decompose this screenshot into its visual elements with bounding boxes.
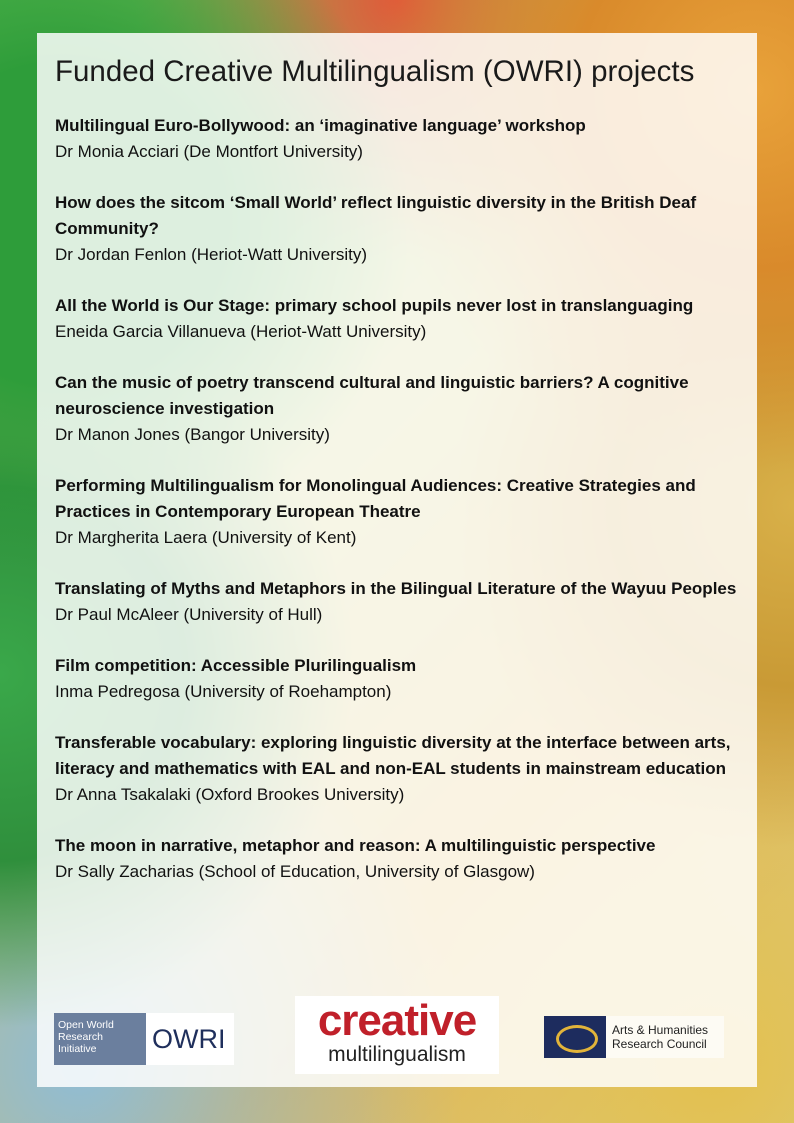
- project-item: [55, 473, 745, 551]
- owri-logo-caption: Open World Research Initiative: [54, 1013, 146, 1065]
- project-title: Translating of Myths and Metaphors in the Bilingual Literature of the Wayuu Peoples: [55, 579, 737, 598]
- ahrc-name-line2: Research Council: [612, 1037, 707, 1051]
- owri-logo: [54, 1013, 234, 1065]
- project-title: How does the sitcom ‘Small World’ reflect linguistic diversity in the British Deaf Community?: [55, 193, 697, 238]
- ahrc-name-line1: Arts & Humanities: [612, 1023, 709, 1037]
- project-author: Dr Manon Jones (Bangor University): [55, 425, 330, 444]
- project-author: Eneida Garcia Villanueva (Heriot-Watt University): [55, 322, 427, 341]
- ahrc-logo: [544, 1016, 724, 1058]
- owri-logo-wordmark: OWRI: [152, 1023, 226, 1054]
- project-title: Film competition: Accessible Plurilingualism: [55, 656, 417, 675]
- project-author: Dr Anna Tsakalaki (Oxford Brookes University): [55, 785, 405, 804]
- ahrc-name: [606, 1023, 708, 1051]
- project-title: All the World is Our Stage: primary school pupils never lost in translanguaging: [55, 296, 694, 315]
- project-title: Multilingual Euro-Bollywood: an ‘imaginative language’ workshop: [55, 116, 586, 135]
- project-item: [55, 653, 745, 705]
- project-item: [55, 833, 745, 885]
- project-item: [55, 370, 745, 448]
- project-author: Inma Pedregosa (University of Roehampton): [55, 682, 392, 701]
- project-title: The moon in narrative, metaphor and reason: A multilinguistic perspective: [55, 836, 656, 855]
- project-author: Dr Sally Zacharias (School of Education, University of Glasgow): [55, 862, 535, 881]
- page-title: Funded Creative Multilingualism (OWRI) projects: [55, 55, 695, 88]
- project-item: [55, 113, 745, 165]
- project-author: Dr Monia Acciari (De Montfort University): [55, 142, 363, 161]
- project-author: Dr Jordan Fenlon (Heriot-Watt University): [55, 245, 368, 264]
- multilingualism-wordmark: multilingualism: [328, 1043, 466, 1066]
- project-item: [55, 576, 745, 628]
- project-item: [55, 293, 745, 345]
- creative-wordmark: creative: [317, 996, 477, 1045]
- project-author: Dr Margherita Laera (University of Kent): [55, 528, 357, 547]
- project-item: [55, 190, 745, 268]
- project-title: Transferable vocabulary: exploring linguistic diversity at the interface between arts, literacy and mathematics with EAL and non-EAL students in mainstream education: [55, 733, 731, 778]
- creative-multilingualism-logo: [295, 996, 499, 1074]
- ahrc-emblem-icon: [544, 1016, 606, 1058]
- project-list: [55, 113, 745, 910]
- project-title: Can the music of poetry transcend cultural and linguistic barriers? A cognitive neuroscience investigation: [55, 373, 689, 418]
- project-title: Performing Multilingualism for Monolingual Audiences: Creative Strategies and Practices in Contemporary European Theatre: [55, 476, 696, 521]
- project-item: [55, 730, 745, 808]
- project-author: Dr Paul McAleer (University of Hull): [55, 605, 323, 624]
